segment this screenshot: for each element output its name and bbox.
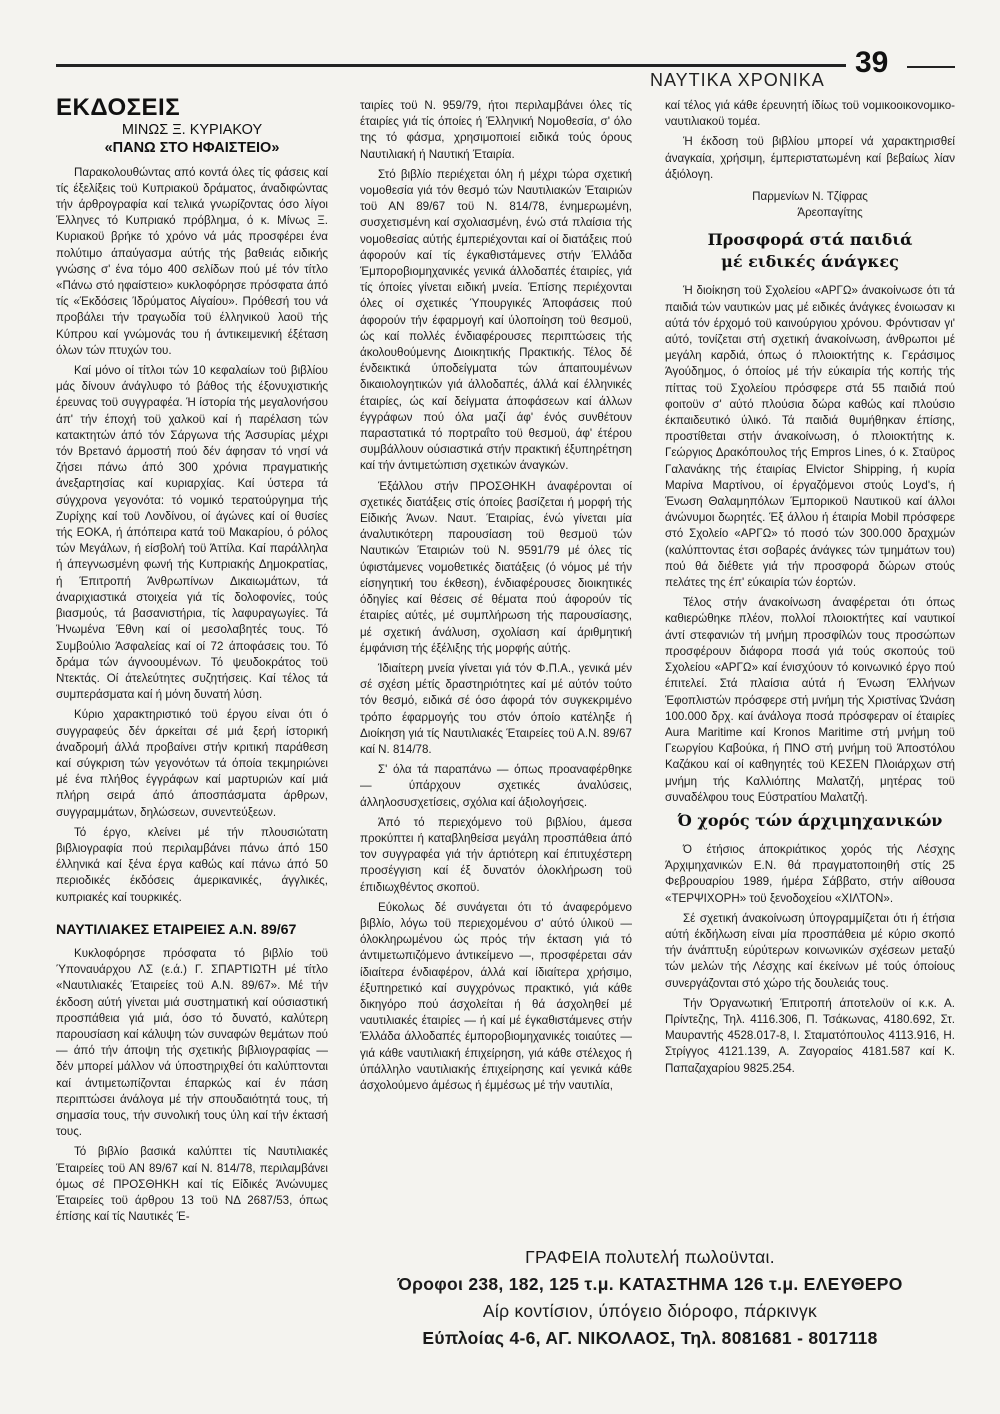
review2-paragraph: Σ' όλα τά παραπάνω — όπως προαναφέρθηκε — ύπάρχουν σχετικές άναλύσεις, άλληλοσυσχετίσεις, σχόλια καί άξιολογήσεις.	[360, 763, 632, 809]
article2-paragraph: Σέ σχετική άνακοίνωση ύπογραμμίζεται ότι ή έτήσια αύτή έκδήλωση είναι μία προσπάθεια μέ κύριο σκοπό τήν άνάπτυξη εύρύτερων κοινωνικών σχέσεων μεταξύ τών μελών τής Λέσχης καί έκείνων μέ τούς όποίους συνεργάζονται στό χώρο τής δουλειάς τους.	[665, 911, 955, 990]
signature-name: Παρμενίων Ν. Τζίφρας	[752, 190, 868, 204]
review2-paragraph: Ίδιαίτερη μνεία γίνεται γιά τόν Φ.Π.Α., γενικά μέν σέ σχέση μέτίς δραστηριότητες καί μέ αύτόν τούτο τόν θεσμό, ειδικά σέ όσο άφορά τόν συγκεκριμένο τρόπο έφαρμογής του στόν όποίο κατέληξε ή Διοίκηση γιά τίς Ναυτιλιακές Έταιρείες τοϋ Α.Ν. 89/67 καί Ν. 814/78.	[360, 661, 632, 756]
review2-paragraph: Εύκολως δέ συνάγεται ότι τό άναφερόμενο βιβλίο, λόγω τοϋ περιεχομένου σ' αύτό ύλικοϋ — όλοκληρωμένου ώς πρός τήν έκταση γιά τό άντιμετωπιζόμενο άντικείμενο —, προσφέρεται σάν ίδιαίτερα ένδιαφέρον, άλλά καί ίδιαίτερα χρήσιμο, έξυπηρετικό καί συγχρόνως πρακτικό, γιά κάθε δικηγόρο πού άσχολείται ή θά άσχοληθεί μέ ναυτιλιακές έταιρίες — ή καί μέ έγκαθιστάμενες στήν Έλλάδα άλλοδαπές έμποροβιομηχανικές τοιαύτες — γιά κάθε ναυτιλιακή έπιχείρηση, γιά κάθε στέλεχος ή ύπάλληλο ναυτιλιακής έπιχείρησης καί γενικά κάθε άσχολούμενο άμέσως ή έμμέσως μέ τήν ναυτιλία,	[360, 900, 632, 1092]
signature-title: Άρεοπαγίτης	[797, 206, 863, 220]
column-3	[665, 98, 955, 1081]
review1-author: ΜΙΝΩΣ Ξ. ΚΥΡΙΑΚΟΥ	[121, 122, 263, 139]
review2-paragraph: ταιρίες τοϋ Ν. 959/79, ήτοι περιλαμβάνει όλες τίς έταιρίες γιά τίς όποίες ή Έλληνική Νομοθεσία, σ' όλο της τό φάσμα, χρησιμοποιεί ειδικά τούς όρους Ναυτιλιακή ή Ναυτική Έταιρία.	[360, 99, 632, 161]
article2-paragraph: Ό έτήσιος άποκριάτικος χορός τής Λέσχης Άρχιμηχανικών Ε.Ν. θά πραγματοποιηθή στίς 25 Φεβρουαρίου 1989, ήμέρα Σάββατο, στήν αίθουσα «ΤΕΡΨΙΧΟΡΗ» τοϋ ξενοδοχείου «ΧΙΛΤΟΝ».	[665, 842, 955, 905]
advert-line4: Εύπλοίας 4-6, ΑΓ. ΝΙΚΟΛΑΟΣ, Τηλ. 8081681 - 8017118	[422, 1328, 878, 1348]
article2-title: Ό χορός τών άρχιμηχανικών	[677, 810, 943, 830]
column-1	[56, 94, 328, 1229]
advert-line2: Όροφοι 238, 182, 125 τ.μ. ΚΑΤΑΣΤΗΜΑ 126 τ.μ. ΕΛΕΥΘΕΡΟ	[397, 1274, 903, 1294]
review1-paragraph: Παρακολουθώντας από κοντά όλες τίς φάσεις καί τίς έξελίξεις τοϋ Κυπριακοϋ δράματος, άναδιφώντας τήν άρθρογραφία καί τελικά γνωρίζοντας όσο λίγοι Έλληνες τό Κυπριακό πρόβλημα, ό κ. Μίνως Ξ. Κυριακοϋ βρήκε τό χρόνο νά μάς προσφέρει ένα πολύτιμο άπαύγασμα αύτής τής βαθειάς ειδικής γνώσης σ' ένα τόμο 400 σελίδων πού μέ τόν τίτλο «Πάνω στό ηφαίστειο» κυκλοφόρησε πρόσφατα άπό τίς «Έκδόσεις Ίδρύματος Αίγαίου». Πρόθεσή του νά προβάλει τήν τραγωδία τοϋ έλληνικοϋ λαοϋ τής Κύπρου καί γνώμονάς του ή άντικειμενική έξέταση όλων τών πτυχών του.	[56, 165, 328, 357]
review1-paragraph: Κύριο χαρακτηριστικό τοϋ έργου είναι ότι ό συγγραφεύς δέν άρκείται σέ μιά ξερή ίστορική άναδρομή άλλά προβαίνει στήν κριτική παράθεση καί σύγκριση τών γεγονότων τά όποία τεκμηριώνει μέ ένα πλήθος έγγράφων καί μαρτυριών καί μιά πλήρη σειρά άπό άποσπάσματα άρθρων, συγγραμμάτων, δηλώσεων, συνεντεύξεων.	[56, 708, 328, 819]
review2-paragraph: Ή έκδοση τοϋ βιβλίου μπορεί νά χαρακτηρισθεί άναγκαία, χρήσιμη, έμπεριστατωμένη καί βεβαίως λίαν άξιόλογη.	[665, 135, 955, 181]
advert-line3: Αίρ κοντίσιον, ύπόγειο διόροφο, πάρκινγκ	[482, 1301, 818, 1321]
article1-title-line2: μέ ειδικές άνάγκες	[721, 252, 899, 272]
article2-paragraph: Τήν Όργανωτική Έπιτροπή άποτελοϋν οί κ.κ. Α. Πρίντεζης, Τηλ. 4116.306, Π. Τσάκωνας, 4180.692, Στ. Μαυραντής 4528.017-8, Ι. Σταματόπουλος 4113.916, Η. Στρίγγος 4121.139, Α. Ζαγοραίος 4181.587 καί Κ. Παπαζαχαρίου 9825.254.	[665, 996, 955, 1075]
classified-advert	[330, 1244, 970, 1352]
header-rule-left	[56, 64, 846, 67]
column-2	[360, 98, 632, 1098]
review2-paragraph: Τό βιβλίο βασικά καλύπτει τίς Ναυτιλιακές Έταιρείες τοϋ ΑΝ 89/67 καί Ν. 814/78, περιλαμβάνει όμως σέ ΠΡΟΣΘΗΚΗ καί τίς Είδικές Άνώνυμες Έταιρείες τοϋ άρθρου 13 τοϋ ΝΔ 2687/53, όπως έπίσης καί τίς Ναυτικές Έ-	[56, 1145, 328, 1224]
article1-title-line1: Προσφορά στά παιδιά	[707, 230, 913, 250]
article1-paragraph: Ή διοίκηση τοϋ Σχολείου «ΑΡΓΩ» άνακοίνωσε ότι τά παιδιά τών ναυτικών μας μέ ειδικές άνάγκες ένοιωσαν κι αύτά τόν έρχομό τοϋ καινούργιου χρόνου. Φρόντισαν γι' αύτό, τονίζεται στή σχετική άνακοίνωση, άνθρωποι μέ μεγάλη καρδιά, όπως ό πλοιοκτήτης κ. Γεράσιμος Άγούδημος, ό όποίος μέ τήν εύκαιρία τής κοπής τής πίττας τοϋ Σχολείου πρόσφερε στά 55 παιδιά πού φοιτοϋν σ' αύτό πλούσια δώρα καθώς καί πλούσιο έκπαιδευτικό ύλικό. Τά παιδιά θυμήθηκαν έπίσης, προστίθεται στήν άνακοίνωση, ό πλοιοκτήτης κ. Γεώργιος Δρακόπουλος τής Empros Lines, ό κ. Σταϋρος Γαλανάκης τής έταιρίας Elvictor Shipping, ή κυρία Μαρίνα Μαρτίνου, οί έργαζόμενοι στούς Loyd's, ή Ένωση Θαλαμηπόλων Έμπορικοϋ Ναυτικοϋ καί άλλοι άνώνυμοι δωρητές. Έξ άλλου ή έταιρία Mobil πρόσφερε στό Σχολείο «ΑΡΓΩ» τό ποσό τών 300.000 δραχμών (καλύπτοντας έτσι σοβαρές άνάγκες τών τμημάτων του) πού θά διέθετε γιά τήν προσφορά δώρων στούς πελάτες της έπ' εύκαιρία τών έορτών.	[665, 284, 955, 590]
review1-paragraph: Τό έργο, κλείνει μέ τήν πλουσιώτατη βιβλιογραφία πού περιλαμβάνει πάνω άπό 150 έλληνικά καί ξένα έργα καθώς καί πάνω άπό 50 περιοδικές έκδόσεις άμερικανικές, άγγλικές, κυπριακές καί τουρκικές.	[56, 825, 328, 904]
header-rule-right	[907, 66, 955, 68]
article1-paragraph: Τέλος στήν άνακοίνωση άναφέρεται ότι όπως καθιερώθηκε πλέον, πολλοί πλοιοκτήτες καί ναυτικοί άντί στεφανιών τή μνήμη προσφίλών τους προσώπων προσφέρουν διάφορα ποσά γιά τούς σκοπούς τοϋ Σχολείου «ΑΡΓΩ» καί ένισχύουν τό κοινωνικό έργο πού έπιτελεί. Στά πλαίσια αύτά ή Ένωση Έλλήνων Έφοπλιστών πρόσφερε στή μνήμη τής Χριστίνας Ώνάση 100.000 δρχ. καί άνάλογα ποσά πρόσφεραν οί έταιρίες Aura Maritime καί Kronos Maritime στή μνήμη τοϋ Γεωργίου Καβούκα, ή ΠΝΟ στή μνήμη τοϋ Άποστόλου Καζάκου καί οί καθηγητές τοϋ ΚΕΣΕΝ Πλοιάρχων στή μνήμη τής Καλλιόπης Μαλατζή, μητέρας τοϋ συναδέλφου τους Εύστρατίου Μαλατζή.	[665, 596, 955, 804]
article1-title	[665, 229, 955, 273]
review2-title: ΝΑΥΤΙΛΙΑΚΕΣ ΕΤΑΙΡΕΙΕΣ Α.Ν. 89/67	[56, 921, 297, 938]
magazine-title: ΝΑΥΤΙΚΑ ΧΡΟΝΙΚΑ	[650, 70, 825, 90]
review2-paragraph: καί τέλος γιά κάθε έρευνητή ίδίως τοϋ νομικοοικονομικο-ναυτιλιακοϋ τομέα.	[665, 99, 955, 129]
advert-line1: ΓΡΑΦΕΙΑ πολυτελή πωλοϋνται.	[525, 1247, 775, 1267]
review1-paragraph: Καί μόνο οί τίτλοι τών 10 κεφαλαίων τοϋ βιβλίου μάς δίνουν άνάγλυφο τό βάθος τής έξονυχιστικής έρευνας τοϋ συγγραφέα. Ή ίστορία τής μεγαλονήσου άπ' τήν έποχή τοϋ χαλκοϋ καί ή παρέλαση τών κατακτητών άπό τόν Σάργωνα τής Άσσυρίας μέχρι τόν Βρετανό άρμοστή πού δέν άφησαν τό νησί νά ζήσει πάνω άπό 300 χρόνια πραγματικής άνεξαρτησίας καί κυριαρχίας. Καί ύστερα τά σύγχρονα γεγονότα: τό νομικό τερατούργημα τής Ζυρίχης καί τοϋ Λονδίνου, οί άγώνες καί οί θυσίες τής ΕΟΚΑ, ή άπόπειρα κατά τοϋ Μακαρίου, ό ρόλος τών Μεγάλων, ή είσβολή τοϋ Άττίλα. Καί παράλληλα ή άπεγνωσμένη φωνή τής Κυπριακής Δημοκρατίας, ή Έπιτροπή Άνθρωπίνων Δικαιωμάτων, τά άναριχιαστικά στοιχεία γιά τίς δολοφονίες, τούς βιασμούς, τά βασανιστήρια, τίς λαφυραγωγίες. Τά Ήνωμένα Έθνη καί οί μεσολαβητές τους. Τό Συμβούλιο Άσφαλείας καί οί 72 άποφάσεις του. Τό δράμα τών άγνοουμένων. Τό ψευδοκράτος τοϋ Ντεκτάς. Οί άτελεύτητες συζητήσεις. Καί τέλος τά συμπεράσματα καί ή μόνη δυνατή λύση.	[56, 364, 328, 702]
section-title: ΕΚΔΟΣΕΙΣ	[56, 94, 181, 121]
review1-book-title: «ΠΑΝΩ ΣΤΟ ΗΦΑΙΣΤΕΙΟ»	[104, 140, 280, 157]
review2-paragraph: Έξάλλου στήν ΠΡΟΣΘΗΚΗ άναφέρονται οί σχετικές διατάξεις στίς όποίες βασίζεται ή μορφή τής Είδικής Άνων. Ναυτ. Έταιρίας, ένώ γίνεται μία άναλυτικότερη παρουσίαση τοϋ θεσμοϋ τών Ναυτικών Έταιριών τοϋ Ν. 9591/79 μέ όλες τίς ύφιστάμενες νομοθετικές διατάξεις (ό νόμος μέ τήν είσηγητική του έκθεση), ένδιαφέρουσες διοικητικές όδηγίες καί θέσεις σέ θέματα πού άφορούν τίς έταιρίες αύτές, μέ συμπλήρωση τής παρουσίασης, μέ σχετική άνάλυση, σχολίαση καί άριθμητική έμφάνιση τής έξέλιξης τής μορφής αύτής.	[360, 479, 632, 655]
page-number: 39	[855, 46, 889, 79]
review2-paragraph: Στό βιβλίο περιέχεται όλη ή μέχρι τώρα σχετική νομοθεσία γιά τόν θεσμό τών Ναυτιλιακών Έταιριών τοϋ ΑΝ 89/67 τοϋ Ν. 814/78, ένημερωμένη, συσχετισμένη καί σχολιασμένη, ένώ στά πλαίσια τής νομοθεσίας αύτής έμπεριέχονται καί οί διατάξεις πού άφορούν καί τίς έγκαθιστάμενες στήν Έλλάδα Έμποροβιομηχανικές γενικά άλλοδαπές έταιρίες, γιά τίς όποίες γίνεται ειδική μνεία. Έπίσης περιέχονται όλες οί σχετικές Ύπουργικές Άποφάσεις πού άφορούν τήν έφαρμογή καί ύλοποίηση τοϋ θεσμοϋ, ώς καί πολλές ένδιαφέρουσες περιπτώσεις τής άκολουθούμενης Διοικητικής Πρακτικής. Τέλος δέ ένδεικτικά ύποδείγματα τών άπαιτουμένων δικαιολογητικών γιά άλλοδαπές, άλλά καί έλληνικές έταιρίες, ώς καί δείγματα άποφάσεων καί άλλων έγγράφων πού όλα μαζί άφ' ένός συνθέτουν παραστατικά τό πορτραΐτο τοϋ θεσμοϋ, άφ' έτέρου συμβάλλουν ούσιαστικά στήν πρακτική έξυπηρέτηση καί τήν άντιμετώπιση σχετικών άναγκών.	[360, 167, 632, 473]
review2-paragraph: Κυκλοφόρησε πρόσφατα τό βιβλίο τοϋ Ύποναυάρχου ΛΣ (ε.ά.) Γ. ΣΠΑΡΤΙΩΤΗ μέ τίτλο «Ναυτιλιακές Έταιρείες τοϋ Α.Ν. 89/67». Μέ τήν έκδοση αύτή γίνεται μιά συστηματική καί ούσιαστική προσπάθεια γιά μιά, όσο τό δυνατό, καλύτερη παρουσίαση καί κάλυψη τών συναφών θεμάτων πού — άπό τήν άποψη τής σχετικής βιβλιογραφίας — δέν μπορεί μάλλον νά ύποστηριχθεί ότι καλύπτονται καί άντιμετωπίζονται έπαρκώς καί έν πάση περιπτώσει άνάλογα μέ τήν σπουδαιότητά τους, τή σημασία τους, τήν συνολική τους ύλη καί τήν έκτασή τους.	[56, 946, 328, 1139]
review2-paragraph: Άπό τό περιεχόμενο τοϋ βιβλίου, άμεσα προκύπτει ή καταβληθείσα μεγάλη προσπάθεια άπό τον συγγραφέα γιά τήν άρτιότερη καί έπιτυχέστερη προσέγγιση καί έξ δυνατόν όλοκλήρωση τοϋ έπιδιωχθέντος σκοποϋ.	[360, 815, 632, 894]
